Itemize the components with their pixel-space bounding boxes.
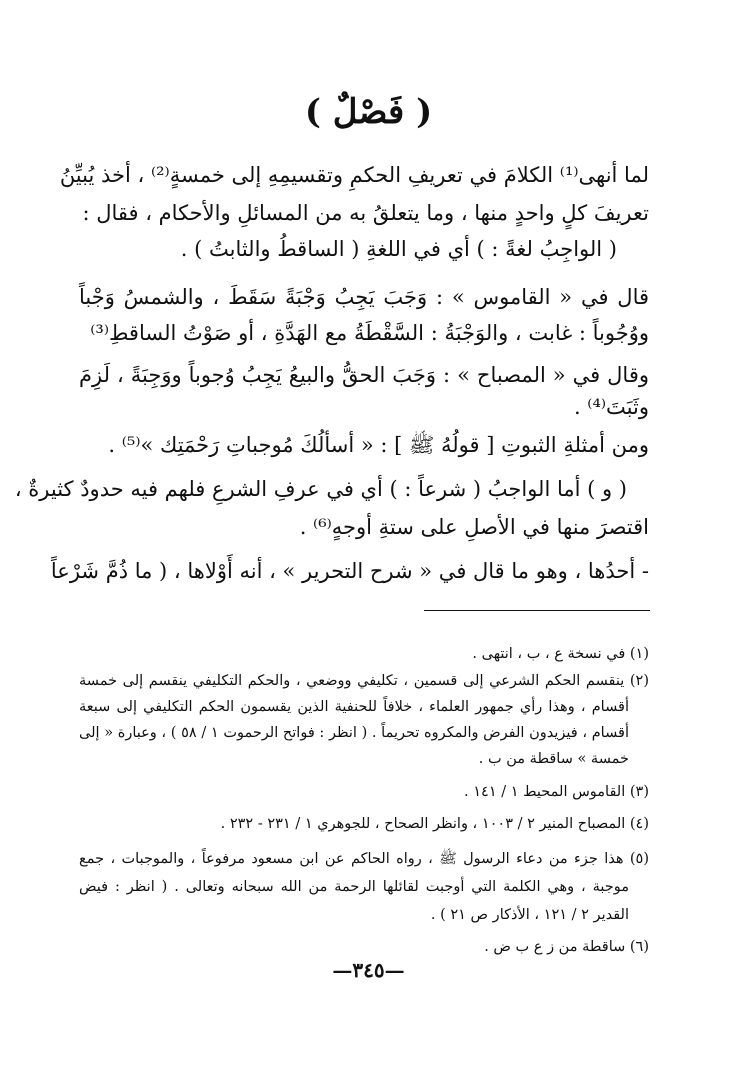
- footnote-2-line-3: أقسام ، فيزيدون الفرض والمكروه تحريماً . ( انظر : فواتح الرحموت ١ / ٥٨ ) ، وعبارة « إلى: [79, 725, 629, 741]
- body-line-4: قال في « القاموس » : وَجَبَ يَجِبُ وَجْبَةً سَقَطَ ، والشمسُ وَجْباً: [79, 285, 649, 309]
- footnote-5-line-1: (٥) هذا جزء من دعاء الرسول ﷺ ، رواه الحاكم عن ابن مسعود مرفوعاً ، والموجبات ، جمع: [79, 851, 649, 867]
- footnote-1: (١) في نسخة ع ، ب ، انتهى .: [472, 646, 649, 662]
- body-line-9: ( و ) أما الواجبُ ( شرعاً : ) أي في عرفِ الشرعِ فلهم فيه حدودٌ كثيرةٌ ،: [14, 477, 627, 501]
- body-line-2: تعريفَ كلٍ واحدٍ منها ، وما يتعلقُ به من المسائلِ والأحكام ، فقال :: [82, 201, 649, 225]
- body-line-1: لما أنهى⁽¹⁾ الكلامَ في تعريفِ الحكمِ وتقسيمِهِ إلى خمسةٍ⁽²⁾ ، أخذ يُبيِّنُ: [59, 163, 649, 187]
- body-line-7: وثَبَتَ⁽⁴⁾ .: [573, 395, 649, 419]
- body-line-6: وقال في « المصباح » : وَجَبَ الحقُّ والبيعُ يَجِبُ وُجوباً ووَجِبَةً ، لَزِمَ: [79, 363, 649, 387]
- footnote-4: (٤) المصباح المنير ٢ / ١٠٠٣ ، وانظر الصحاح ، للجوهري ١ / ٢٣١ - ٢٣٢ .: [220, 816, 649, 832]
- page-number: —٣٤٥—: [332, 958, 405, 982]
- body-line-10: اقتصرَ منها في الأصلِ على ستةِ أوجهٍ⁽⁶⁾ .: [299, 515, 649, 539]
- footnote-3: (٣) القاموس المحيط ١ / ١٤١ .: [464, 784, 649, 800]
- footnote-2-line-2: أقسام ، وهذا رأي جمهور العلماء ، خلافاً للحنفية الذين يقسمون الحكم التكليفي إلى سبعة: [79, 699, 629, 715]
- footnote-2-line-4: خمسة » ساقطة من ب .: [478, 751, 629, 767]
- footnote-2-line-1: (٢) ينقسم الحكم الشرعي إلى قسمين ، تكليفي ووضعي ، والحكم التكليفي ينقسم إلى خمسة: [79, 673, 649, 689]
- footnote-5-line-3: القدير ٢ / ١٢١ ، الأذكار ص ٢١ ) .: [430, 907, 629, 923]
- body-line-11: - أحدُها ، وهو ما قال في « شرح التحرير » ، أنه أَوْلاها ، ( ما ذُمَّ شَرْعاً: [50, 559, 649, 583]
- footnote-6: (٦) ساقطة من ز ع ب ض .: [484, 939, 649, 955]
- footnote-divider: [424, 610, 650, 611]
- body-line-8: ومن أمثلةِ الثبوتِ [ قولُهُ ﷺ ] : « أسألُكَ مُوجباتِ رَحْمَتِك »⁽⁵⁾ .: [108, 433, 649, 457]
- body-line-3: ( الواجِبُ لغةً : ) أي في اللغةِ ( الساقطُ والثابتُ ) .: [180, 237, 617, 261]
- body-line-5: ووُجُوباً : غابت ، والوَجْبَةُ : السَّقْطَةُ مع الهَدَّةِ ، أو صَوْتُ الساقطِ⁽³⁾: [90, 321, 649, 345]
- section-heading: ( فَصْلٌ ): [304, 92, 433, 132]
- footnote-5-line-2: موجبة ، وهي الكلمة التي أوجبت لقائلها الرحمة من الله سبحانه وتعالى . ( انظر : فيض: [79, 879, 629, 895]
